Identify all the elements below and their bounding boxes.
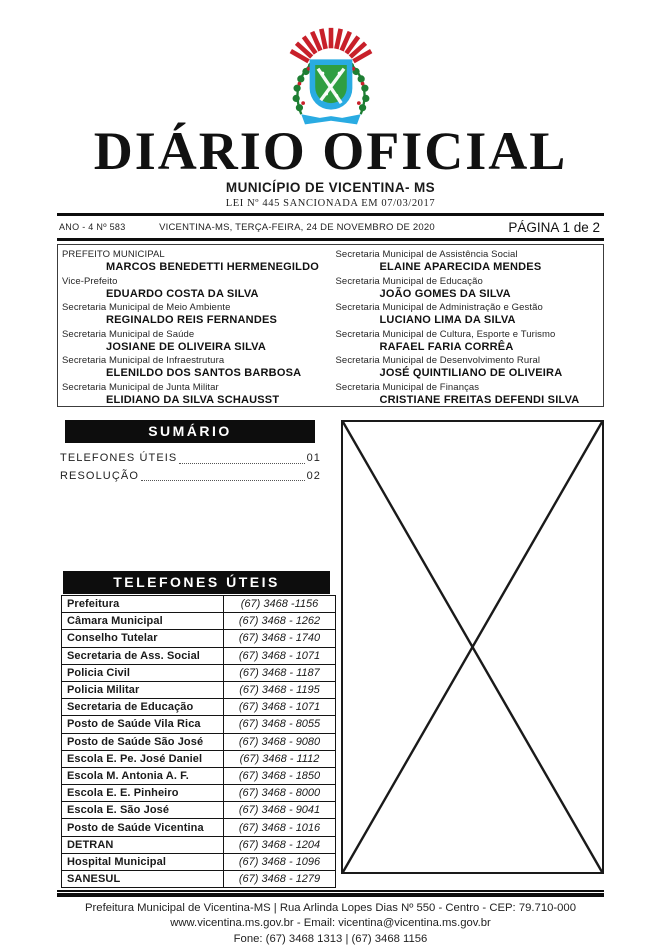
official-role: Secretaria Municipal de Desenvolvimento Rural (335, 355, 541, 366)
official-role: Secretaria Municipal de Assistência Social (335, 249, 518, 260)
phone-entry-number: (67) 3468 - 1071 (224, 647, 336, 664)
phone-entry-name: Secretaria de Educação (62, 699, 224, 716)
official-entry (336, 328, 600, 355)
official-role: Secretaria Municipal de Finanças (335, 381, 480, 393)
phones-table-row (62, 802, 336, 819)
phone-entry-number: (67) 3468 - 1262 (224, 613, 336, 630)
officials-box (57, 244, 604, 407)
toc-entry-label: RESOLUÇÃO (60, 469, 139, 482)
phones-table-row (62, 647, 336, 664)
issue-bar (57, 216, 604, 238)
official-role: Secretaria Municipal de Cultura, Esporte e Turismo (335, 328, 556, 340)
table-of-contents (60, 450, 321, 485)
official-entry (336, 354, 600, 381)
official-role: Secretaria Municipal de Junta Militar (62, 381, 219, 393)
official-name: LUCIANO LIMA DA SILVA (379, 314, 516, 326)
phones-table-row (62, 853, 336, 870)
phone-entry-name: Secretaria de Ass. Social (62, 647, 224, 664)
officials-column-left (62, 248, 326, 407)
toc-entry (60, 450, 321, 468)
phone-entry-name: Hospital Municipal (62, 853, 224, 870)
phone-entry-name: Câmara Municipal (62, 613, 224, 630)
official-role: Secretaria Municipal de Saúde (62, 328, 195, 340)
phone-entry-name: SANESUL (62, 871, 224, 888)
phone-entry-number: (67) 3468 - 1279 (224, 871, 336, 888)
official-name: ELIDIANO DA SILVA SCHAUSST (106, 393, 280, 406)
municipality-line: MUNICÍPIO DE VICENTINA- MS (225, 180, 436, 195)
official-role: Vice-Prefeito (62, 275, 118, 287)
phones-table-row (62, 630, 336, 647)
footer-line: Fone: (67) 3468 1313 | (67) 3468 1156 (233, 932, 428, 945)
rule-footer (57, 890, 604, 897)
right-column (341, 420, 604, 888)
phone-entry-number: (67) 3468 - 1096 (224, 853, 336, 870)
official-entry (62, 301, 326, 328)
official-role: Secretaria Municipal de Meio Ambiente (62, 302, 231, 313)
page-footer (57, 901, 604, 947)
official-entry (336, 248, 600, 275)
rule-issue-bottom (57, 238, 604, 242)
footer-line: www.vicentina.ms.gov.br - Email: vicentina@vicentina.ms.gov.br (170, 917, 491, 930)
phones-table-row (62, 836, 336, 853)
phone-entry-name: Policia Militar (62, 681, 224, 698)
edition-number: ANO - 4 Nº 583 (59, 222, 126, 232)
phones-table-row (62, 664, 336, 681)
official-entry (336, 301, 600, 328)
phones-table-row (62, 819, 336, 836)
official-name: RAFAEL FARIA CORRÊA (379, 340, 514, 353)
phone-entry-number: (67) 3468 - 1740 (224, 630, 336, 647)
official-name: JOSIANE DE OLIVEIRA SILVA (106, 340, 267, 353)
phone-entry-number: (67) 3468 - 1850 (224, 767, 336, 784)
official-role: Secretaria Municipal de Administração e Gestão (335, 302, 543, 313)
phone-entry-name: Escola E. São José (62, 802, 224, 819)
phones-table-row (62, 613, 336, 630)
official-name: ELENILDO DOS SANTOS BARBOSA (106, 367, 302, 379)
image-placeholder-box (341, 420, 604, 874)
phones-table-row (62, 785, 336, 802)
phone-entry-name: Posto de Saúde São José (62, 733, 224, 750)
phone-entry-name: Policia Civil (62, 664, 224, 681)
phones-table-row (62, 767, 336, 784)
phone-entry-name: Conselho Tutelar (62, 630, 224, 647)
phone-entry-name: Escola E. Pe. José Daniel (62, 750, 224, 767)
footer-line: Prefeitura Municipal de Vicentina-MS | Rua Arlinda Lopes Dias Nº 550 - Centro - CEP: 79.710-000 (85, 901, 576, 914)
law-line: LEI Nº 445 SANCIONADA EM 07/03/2017 (225, 198, 436, 209)
page-indicator: PÁGINA 1 de 2 (508, 219, 600, 235)
phone-entry-number: (67) 3468 - 1112 (224, 750, 336, 767)
toc-entry (60, 468, 321, 486)
phone-entry-name: DETRAN (62, 836, 224, 853)
phone-entry-number: (67) 3468 - 9041 (224, 802, 336, 819)
phones-table-row (62, 716, 336, 733)
phones-table-row (62, 871, 336, 888)
official-role: PREFEITO MUNICIPAL (62, 249, 165, 260)
phone-entry-number: (67) 3468 - 1195 (224, 681, 336, 698)
vicentina-coat-of-arms-icon (275, 26, 387, 130)
official-name: JOÃO GOMES DA SILVA (379, 287, 511, 300)
official-entry (62, 328, 326, 355)
phone-entry-number: (67) 3468 - 8055 (224, 716, 336, 733)
toc-entry-label: TELEFONES ÚTEIS (60, 452, 178, 464)
phone-entry-number: (67) 3468 - 9080 (224, 733, 336, 750)
officials-column-right (336, 248, 600, 407)
toc-entry-page: 01 (306, 452, 321, 464)
phone-entry-name: Posto de Saúde Vila Rica (62, 716, 224, 733)
phone-entry-name: Escola M. Antonia A. F. (62, 767, 224, 784)
official-name: REGINALDO REIS FERNANDES (106, 314, 278, 326)
toc-dotted-leader (141, 480, 305, 481)
phone-entry-number: (67) 3468 - 1071 (224, 699, 336, 716)
official-entry (62, 248, 326, 275)
official-name: MARCOS BENEDETTI HERMENEGILDO (106, 261, 319, 273)
phone-entry-name: Escola E. E. Pinheiro (62, 785, 224, 802)
official-name: CRISTIANE FREITAS DEFENDI SILVA (379, 393, 580, 406)
official-entry (62, 275, 326, 302)
phones-table-row (62, 699, 336, 716)
left-column (57, 420, 333, 888)
phones-table (61, 595, 336, 888)
gazette-title: DIÁRIO OFICIAL (93, 121, 568, 181)
official-role: Secretaria Municipal de Educação (335, 275, 483, 287)
phones-table-row (62, 596, 336, 613)
official-name: JOSÉ QUINTILIANO DE OLIVEIRA (379, 367, 563, 379)
phone-entry-name: Prefeitura (62, 596, 224, 613)
phone-entry-number: (67) 3468 - 1016 (224, 819, 336, 836)
phones-table-row (62, 750, 336, 767)
toc-dotted-leader (179, 463, 304, 464)
issue-date: VICENTINA-MS, TERÇA-FEIRA, 24 DE NOVEMBRO DE 2020 (159, 221, 435, 233)
phone-entry-number: (67) 3468 - 1204 (224, 836, 336, 853)
toc-entry-page: 02 (306, 469, 321, 482)
official-name: ELAINE APARECIDA MENDES (379, 261, 542, 273)
phones-header: TELEFONES ÚTEIS (63, 571, 330, 594)
phone-entry-number: (67) 3468 - 1187 (224, 664, 336, 681)
phone-entry-number: (67) 3468 - 8000 (224, 785, 336, 802)
official-entry (62, 381, 326, 408)
official-entry (62, 354, 326, 381)
summary-header: SUMÁRIO (65, 420, 315, 443)
official-name: EDUARDO COSTA DA SILVA (106, 287, 259, 300)
phones-table-row (62, 733, 336, 750)
phone-entry-name: Posto de Saúde Vicentina (62, 819, 224, 836)
phones-table-row (62, 681, 336, 698)
official-entry (336, 275, 600, 302)
phone-entry-number: (67) 3468 -1156 (224, 596, 336, 613)
placeholder-x-icon (343, 422, 602, 872)
official-entry (336, 381, 600, 408)
official-role: Secretaria Municipal de Infraestrutura (62, 355, 225, 366)
masthead (57, 0, 604, 209)
